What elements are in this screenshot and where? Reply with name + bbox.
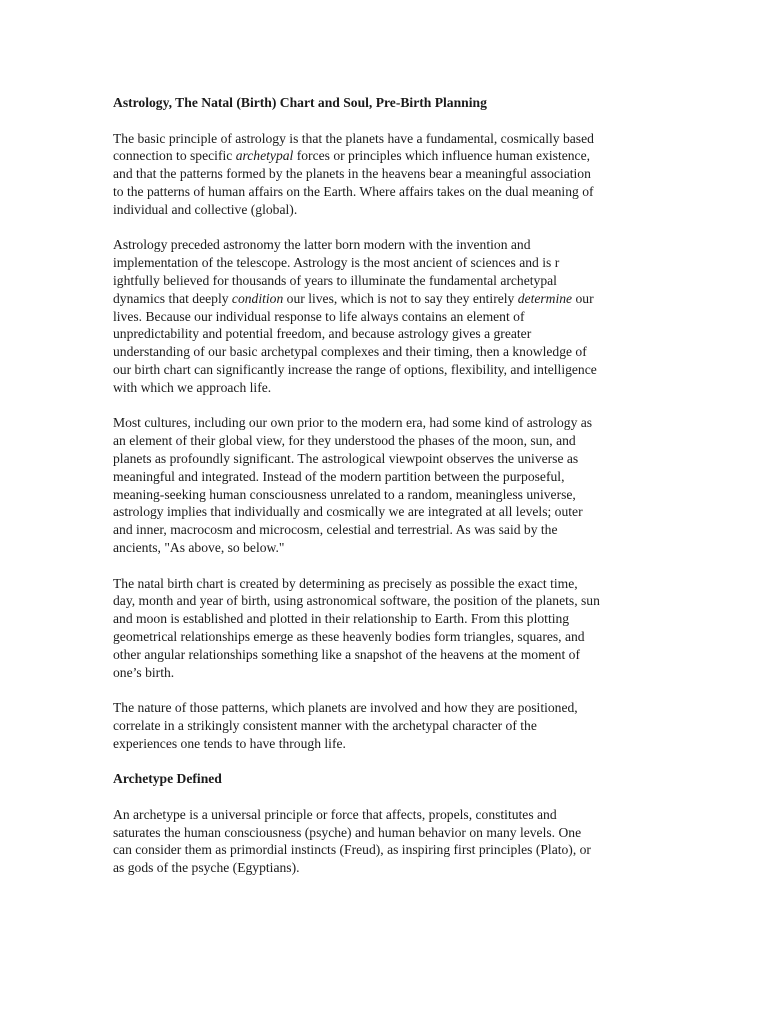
- emphasis: condition: [231, 290, 284, 306]
- text-line: saturates the human consciousness (psyche) and human behavior on many levels. One: [113, 824, 582, 840]
- text-line: other angular relationships something like a snapshot of the heavens at the moment of: [113, 646, 580, 662]
- text-line: our birth chart can significantly increase the range of options, flexibility, and intelligence: [113, 361, 597, 377]
- text-line: The basic principle of astrology is that the planets have a fundamental, cosmically based: [113, 130, 594, 146]
- text-line: day, month and year of birth, using astronomical software, the position of the planets, sun: [113, 593, 600, 609]
- text-line: dynamics that deeply condition our lives, which is not to say they entirely determine our: [113, 290, 594, 306]
- paragraph-patterns: [113, 699, 653, 752]
- emphasis: archetypal: [235, 148, 294, 164]
- paragraph-astrology-principle: [113, 130, 653, 219]
- text-line: with which we approach life.: [113, 379, 272, 395]
- text-line: experiences one tends to have through life.: [113, 735, 346, 751]
- section-heading-archetype: Archetype Defined: [113, 771, 222, 787]
- text-line: lives. Because our individual response to life always contains an element of: [113, 308, 525, 324]
- text-line: unpredictability and potential freedom, and because astrology gives a greater: [113, 326, 532, 342]
- text-line: ightfully believed for thousands of years to illuminate the fundamental archetypal: [113, 272, 557, 288]
- text-line: connection to specific archetypal forces or principles which influence human existence,: [113, 148, 591, 164]
- text-line: Most cultures, including our own prior to the modern era, had some kind of astrology as: [113, 415, 593, 431]
- text-line: and moon is established and plotted in their relationship to Earth. From this plotting: [113, 611, 570, 627]
- text-line: astrology implies that individually and cosmically we are integrated at all levels; outer: [113, 504, 583, 520]
- document-page: [113, 94, 653, 895]
- text-line: individual and collective (global).: [113, 201, 298, 217]
- text-line: correlate in a strikingly consistent manner with the archetypal character of the: [113, 717, 537, 733]
- text-line: implementation of the telescope. Astrology is the most ancient of sciences and is r: [113, 255, 560, 271]
- text-line: meaningful and integrated. Instead of the modern partition between the purposeful,: [113, 468, 565, 484]
- text-line: as gods of the psyche (Egyptians).: [113, 860, 300, 876]
- text-line: and inner, macrocosm and microcosm, celestial and terrestrial. As was said by the: [113, 522, 558, 538]
- text-line: ancients, "As above, so below.": [113, 539, 285, 555]
- paragraph-natal-chart: [113, 575, 653, 682]
- text-line: meaning-seeking human consciousness unrelated to a random, meaningless universe,: [113, 486, 576, 502]
- text-line: The nature of those patterns, which planets are involved and how they are positioned,: [113, 700, 578, 716]
- paragraph-astrology-history: [113, 236, 653, 396]
- document-title: Astrology, The Natal (Birth) Chart and Soul, Pre-Birth Planning: [113, 95, 487, 110]
- text-line: can consider them as primordial instincts (Freud), as inspiring first principles (Plato), or: [113, 842, 591, 858]
- text-line: an element of their global view, for they understood the phases of the moon, sun, and: [113, 433, 576, 449]
- text-line: to the patterns of human affairs on the Earth. Where affairs takes on the dual meaning of: [113, 183, 594, 199]
- text-line: one’s birth.: [113, 664, 175, 680]
- emphasis: determine: [517, 290, 573, 306]
- text-line: Astrology preceded astronomy the latter born modern with the invention and: [113, 237, 531, 253]
- text-line: An archetype is a universal principle or force that affects, propels, constitutes and: [113, 806, 557, 822]
- text-line: and that the patterns formed by the planets in the heavens bear a meaningful association: [113, 166, 591, 182]
- paragraph-archetype-definition: [113, 806, 653, 877]
- paragraph-cultures: [113, 414, 653, 556]
- text-line: planets as profoundly significant. The astrological viewpoint observes the universe as: [113, 450, 579, 466]
- text-line: The natal birth chart is created by determining as precisely as possible the exact time,: [113, 575, 578, 591]
- text-line: geometrical relationships emerge as these heavenly bodies form triangles, squares, and: [113, 628, 585, 644]
- text-line: understanding of our basic archetypal complexes and their timing, then a knowledge of: [113, 344, 587, 360]
